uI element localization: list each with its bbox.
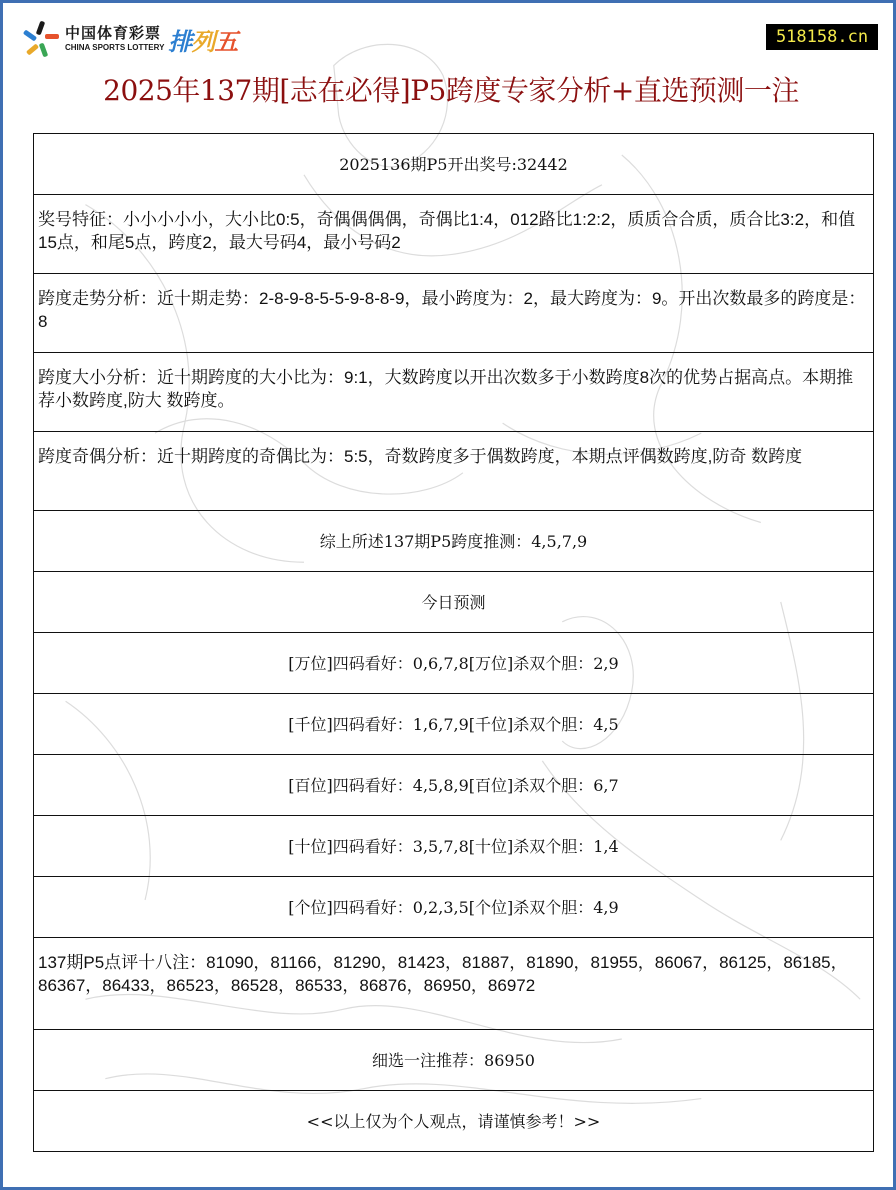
analysis-table <box>33 133 874 1152</box>
table-row <box>34 572 874 633</box>
position-hundreds: [百位]四码看好：4,5,8,9[百位]杀双个胆：6,7 <box>34 755 874 816</box>
table-row <box>34 877 874 938</box>
position-ten-thousands: [万位]四码看好：0,6,7,8[万位]杀双个胆：2,9 <box>34 633 874 694</box>
table-row <box>34 274 874 353</box>
site-domain-badge: 518158.cn <box>766 24 878 50</box>
lottery-star-logo-icon <box>23 21 59 57</box>
draw-result: 2025136期P5开出奖号:32442 <box>34 134 874 195</box>
eighteen-picks: 137期P5点评十八注：81090，81166，81290，81423，81887，81890，81955，86067，86125，86185，86367，86433，86523，86528，86533，86876，86950，86972 <box>34 938 874 1030</box>
table-row <box>34 816 874 877</box>
table-row <box>34 511 874 572</box>
header <box>3 3 896 61</box>
span-parity-analysis: 跨度奇偶分析：近十期跨度的奇偶比为：5:5，奇数跨度多于偶数跨度，本期点评偶数跨度,防奇 数跨度 <box>34 432 874 511</box>
table-row <box>34 1030 874 1091</box>
span-prediction: 综上所述137期P5跨度推测：4,5,7,9 <box>34 511 874 572</box>
position-thousands: [千位]四码看好：1,6,7,9[千位]杀双个胆：4,5 <box>34 694 874 755</box>
table-row <box>34 633 874 694</box>
table-row <box>34 432 874 511</box>
page-title: 2025年137期[志在必得]P5跨度专家分析+直选预测一注 <box>103 74 799 107</box>
table-row <box>34 694 874 755</box>
table-row <box>34 755 874 816</box>
span-trend-analysis: 跨度走势分析：近十期走势：2-8-9-8-5-5-9-8-8-9，最小跨度为：2，最大跨度为：9。开出次数最多的跨度是：8 <box>34 274 874 353</box>
table-row <box>34 195 874 274</box>
disclaimer: <<以上仅为个人观点，请谨慎参考！>> <box>34 1091 874 1152</box>
position-units: [个位]四码看好：0,2,3,5[个位]杀双个胆：4,9 <box>34 877 874 938</box>
table-row <box>34 1091 874 1152</box>
logo-english-text: CHINA SPORTS LOTTERY <box>65 43 165 52</box>
china-sports-lottery-logo <box>23 21 237 57</box>
table-row <box>34 353 874 432</box>
logo-chinese-text: 中国体育彩票 <box>65 24 162 42</box>
span-size-analysis: 跨度大小分析：近十期跨度的大小比为：9:1，大数跨度以开出次数多于小数跨度8次的优势占据高点。本期推荐小数跨度,防大 数跨度。 <box>34 353 874 432</box>
single-pick-recommendation: 细选一注推荐：86950 <box>34 1030 874 1091</box>
number-features: 奖号特征：小小小小小，大小比0:5，奇偶偶偶偶，奇偶比1:4，012路比1:2:2，质质合合质，质合比3:2，和值15点，和尾5点，跨度2，最大号码4，最小号码2 <box>34 195 874 274</box>
table-row <box>34 938 874 1030</box>
pailie5-game-logo: 排列五 <box>168 27 238 56</box>
today-prediction-heading: 今日预测 <box>34 572 874 633</box>
position-tens: [十位]四码看好：3,5,7,8[十位]杀双个胆：1,4 <box>34 816 874 877</box>
table-row <box>34 134 874 195</box>
